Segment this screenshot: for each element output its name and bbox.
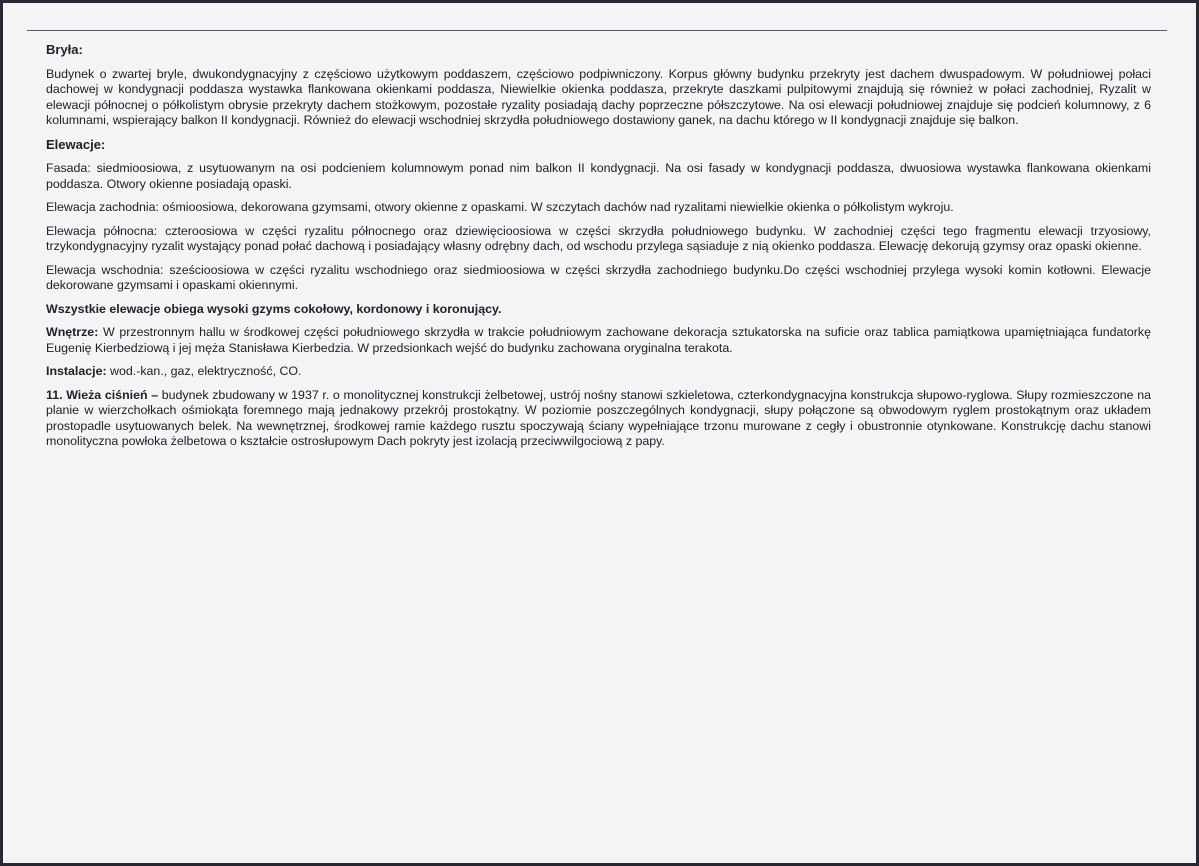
document-page	[3, 3, 1196, 863]
paragraph-fasada: Fasada: siedmioosiowa, z usytuowanym na osi podcieniem kolumnowym ponad nim balkon II kondygnacji. Na osi fasady w kondygnacji poddasza, dwuosiowa wystawka flankowana okienkami poddasza. Otwory okienne posiadają opaski.	[46, 161, 1151, 191]
text-wieza-cisnien: budynek zbudowany w 1937 r. o monolitycznej konstrukcji żelbetowej, ustrój nośny stanowi szkieletowa, czterkondygnacyjna konstrukcja słupowo-ryglowa. Słupy rozmieszczone na planie w wierzchołkach ośmiokąta foremnego mają jednakowy przekrój prostokątny. W poziomie poszczególnych kondygnacji, słupy połączone są obwodowym ryglem prostokątnym oraz układem prostopadle usytuowanych belek. Na wewnętrznej, środkowej ramie każdego rusztu spoczywają ściany wypełniające trzonu murowane z cegły i obustronnie otynkowane. Konstrukcję dachu stanowi monolityczna powłoka żelbetowa o kształcie ostrosłupowym Dach pokryty jest izolacją przeciwwilgociową z papy.	[46, 387, 1151, 448]
paragraph-wieza-cisnien	[46, 388, 1151, 450]
label-wnetrze: Wnętrze:	[46, 325, 99, 339]
section-heading-bryla: Bryła:	[46, 42, 83, 57]
paragraph-instalacje	[46, 364, 1151, 380]
document-body	[46, 42, 1151, 458]
header-divider	[27, 30, 1167, 31]
section-heading-elewacje: Elewacje:	[46, 136, 106, 152]
text-wnetrze: W przestronnym hallu w środkowej części południowego skrzydła w trakcie południowym zachowane dekoracja sztukatorska na suficie oraz tablica pamiątkowa upamiętniająca fundatorkę Eugenię Kierbedziową i jej męża Stanisława Kierbedzia. W przedsionkach wejść do budynku zachowana oryginalna terakota.	[46, 325, 1151, 355]
paragraph-elewacja-wschodnia: Elewacja wschodnia: sześcioosiowa w części ryzalitu wschodniego oraz siedmioosiowa w części skrzydła zachodniego budynku.Do części wschodniej przylega wysoki komin kotłowni. Elewacje dekorowane gzymsami i opaskami okiennymi.	[46, 262, 1151, 292]
paragraph-elewacja-zachodnia: Elewacja zachodnia: ośmioosiowa, dekorowana gzymsami, otwory okienne z opaskami. W szczytach dachów nad ryzalitami niewielkie okienka o półkolistym wykroju.	[46, 200, 954, 214]
paragraph-wnetrze	[46, 325, 1151, 356]
paragraph-elewacje-summary: Wszystkie elewacje obiega wysoki gzyms cokołowy, kordonowy i koronujący.	[46, 301, 502, 316]
label-wieza-cisnien: 11. Wieża ciśnień –	[46, 387, 159, 402]
text-instalacje: wod.-kan., gaz, elektryczność, CO.	[106, 364, 302, 378]
paragraph-elewacja-polnocna: Elewacja północna: czteroosiowa w części ryzalitu północnego oraz dziewięcioosiowa w części skrzydła południowego budynku. W zachodniej części tego fragmentu elewacji trzyosiowy, trzykondygnacyjny ryzalit wystający ponad połać dachową i posiadający własny odrębny dach, od wschodu przylega sąsiaduje z nią okienko poddasza. Elewację dekorują gzymsy oraz opaski okienne.	[46, 223, 1151, 253]
paragraph-bryla: Budynek o zwartej bryle, dwukondygnacyjny z częściowo użytkowym poddaszem, częściowo podpiwniczony. Korpus główny budynku przekryty jest dachem dwuspadowym. W południowej połaci dachowej w kondygnacji poddasza wystawka flankowana okienkami poddasza, Niewielkie okienka poddasza, przekryte daszkami pulpitowymi znajdują się również w połaci zachodniej, Ryzalit w elewacji północnej o półkolistym obrysie przekryty dachem stożkowym, pozostałe ryzality posiadają dachy poprzeczne półszczytowe. Na osi elewacji południowej znajduje się podcień kolumnowy, z 6 kolumnami, wspierający balkon II kondygnacji. Również do elewacji wschodniej skrzydła południowego dostawiony ganek, na dachu którego w II kondygnacji znajduje się balkon.	[46, 66, 1151, 127]
label-instalacje: Instalacje:	[46, 364, 107, 378]
